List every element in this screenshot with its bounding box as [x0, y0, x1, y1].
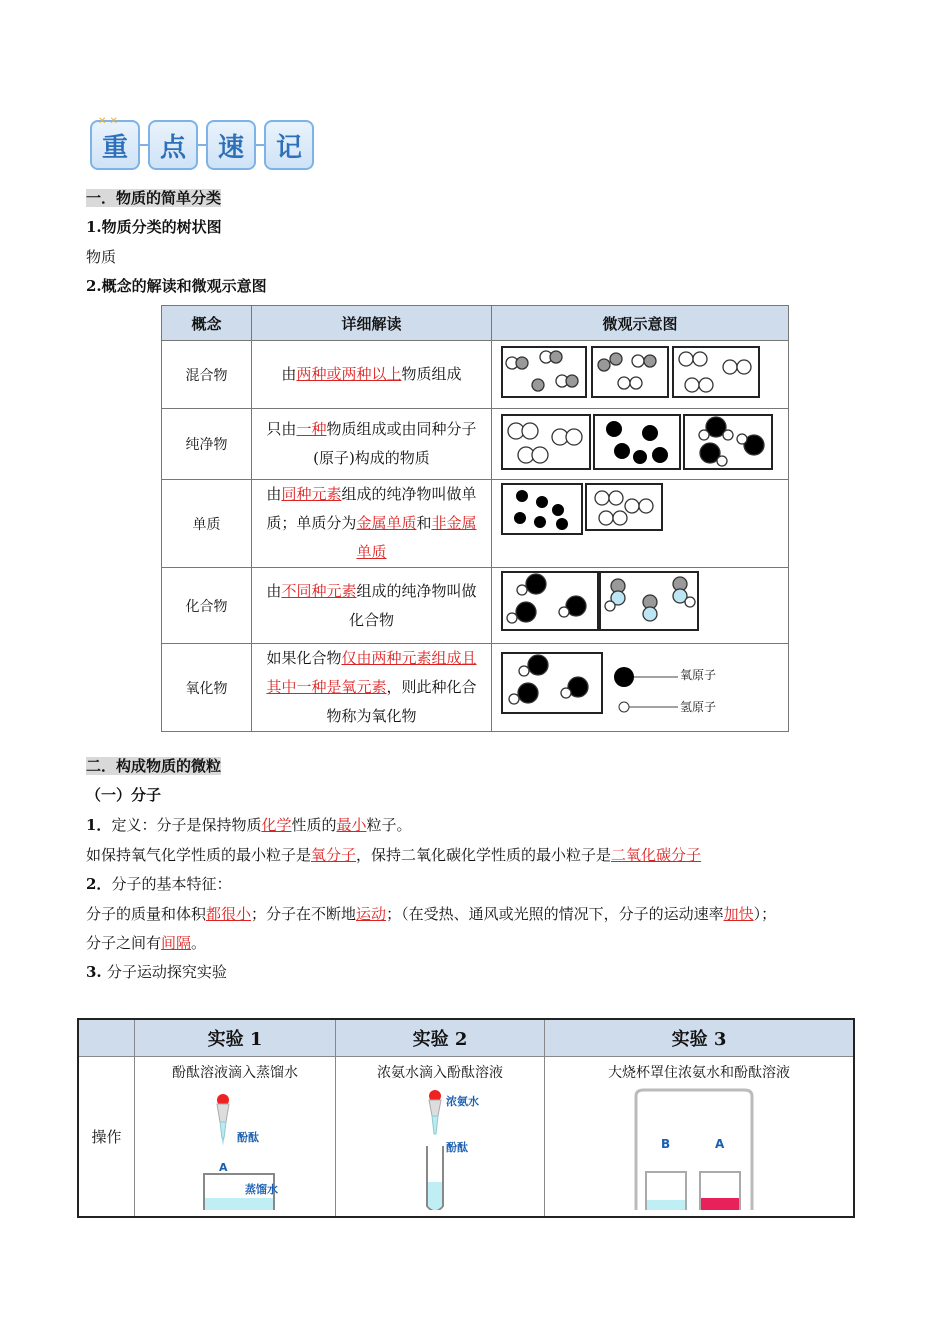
table-row	[162, 341, 789, 409]
caption: 酚酞溶液滴入蒸馏水	[172, 1065, 298, 1081]
dropper-tube-diagram	[337, 1082, 543, 1210]
badge-2: 点	[148, 120, 198, 170]
label: 浓氨水	[446, 1095, 479, 1108]
badge-1: 重	[90, 120, 140, 170]
micro-diagram	[492, 644, 789, 732]
col-header: 实验 2	[336, 1019, 545, 1057]
concept-name: 单质	[162, 480, 252, 568]
badge-4: 记	[264, 120, 314, 170]
col-header: 微观示意图	[492, 306, 789, 341]
label: A	[715, 1137, 725, 1151]
concept-name: 化合物	[162, 568, 252, 644]
dropper-beaker-diagram	[136, 1082, 334, 1210]
table-row	[162, 409, 789, 480]
feature-text: 分子的质量和体积都很小；分子在不断地运动；（在受热、通风或光照的情况下，分子的运动速率加快）；	[86, 905, 777, 923]
example: 如保持氧气化学性质的最小粒子是氧分子，保持二氧化碳化学性质的最小粒子是二氧化碳分子	[86, 846, 702, 864]
concept-name: 混合物	[162, 341, 252, 409]
section1-sub1: 1.物质分类的树状图	[86, 218, 222, 236]
experiment-3	[545, 1057, 855, 1217]
label: A	[219, 1161, 228, 1174]
caption: 浓氨水滴入酚酞溶液	[377, 1065, 503, 1081]
col-header: 实验 1	[135, 1019, 336, 1057]
feature-title: 2．分子的基本特征：	[86, 875, 232, 893]
legend-oxygen: 氧原子	[680, 668, 717, 682]
micro-diagram	[492, 568, 789, 644]
micro-diagram	[492, 409, 789, 480]
label: 酚酞	[237, 1131, 259, 1144]
section2-sub: （一）分子	[86, 786, 162, 804]
row-label: 操作	[78, 1057, 135, 1217]
section1-sub2: 2.概念的解读和微观示意图	[86, 277, 267, 295]
tree-root: 物质	[86, 248, 117, 266]
legend-hydrogen: 氢原子	[680, 700, 717, 714]
col-header: 概念	[162, 306, 252, 341]
concept-desc: 由两种或两种以上物质组成	[251, 341, 491, 409]
caption: 大烧杯罩住浓氨水和酚酞溶液	[608, 1065, 790, 1081]
label: 酚酞	[446, 1141, 468, 1154]
bell-jar-diagram	[546, 1082, 852, 1210]
col-header: 实验 3	[545, 1019, 855, 1057]
concept-desc: 由不同种元素组成的纯净物叫做化合物	[251, 568, 491, 644]
label: 蒸馏水	[245, 1183, 278, 1196]
label: B	[661, 1137, 671, 1151]
micro-diagram	[492, 341, 789, 409]
experiment-table	[77, 1018, 855, 1218]
concept-table	[161, 305, 789, 732]
feature-text-2: 分子之间有间隔。	[86, 934, 207, 952]
star-icon: ✕ ✕	[98, 116, 118, 127]
experiment-title: 3. 分子运动探究实验	[86, 963, 227, 981]
concept-desc: 只由一种物质组成或由同种分子(原子)构成的物质	[251, 409, 491, 480]
table-row	[162, 568, 789, 644]
concept-desc: 如果化合物仅由两种元素组成且其中一种是氧元素，则此种化合物称为氧化物	[251, 644, 491, 732]
experiment-1	[135, 1057, 336, 1217]
table-row	[162, 644, 789, 732]
table-row	[162, 480, 789, 568]
definition: 1．定义：分子是保持物质化学性质的最小粒子。	[86, 816, 412, 834]
col-header: 详细解读	[251, 306, 491, 341]
micro-diagram	[492, 480, 789, 568]
concept-desc: 由同种元素组成的纯净物叫做单质；单质分为金属单质和非金属单质	[251, 480, 491, 568]
section2-title: 二．构成物质的微粒	[86, 757, 222, 775]
badge-3: 速	[206, 120, 256, 170]
section1-title: 一．物质的简单分类	[86, 189, 222, 207]
concept-name: 纯净物	[162, 409, 252, 480]
experiment-2	[336, 1057, 545, 1217]
concept-name: 氧化物	[162, 644, 252, 732]
